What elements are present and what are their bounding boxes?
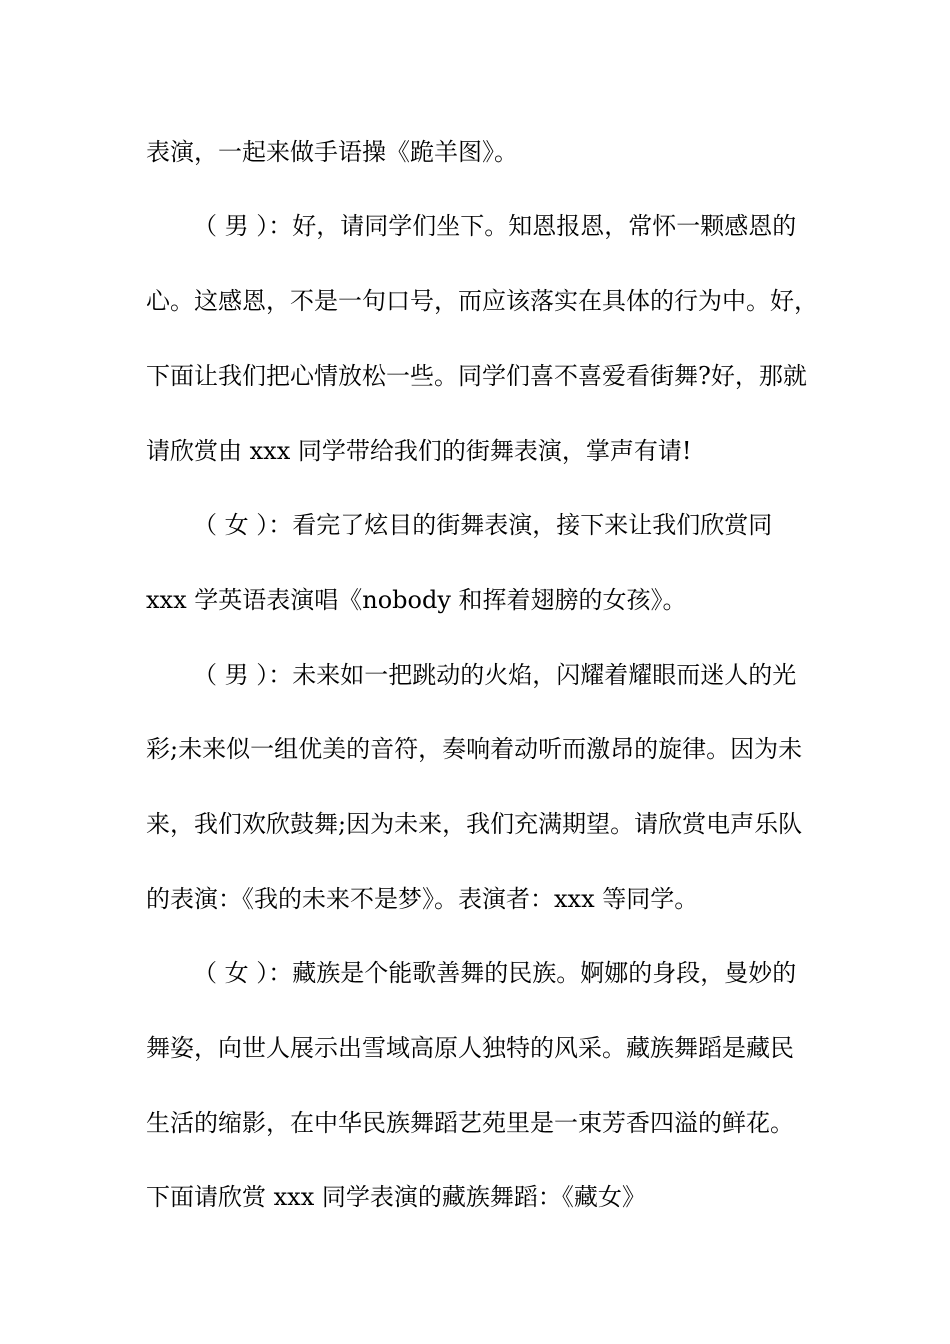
text-line: （ 男 ）：好，请同学们坐下。知恩报恩，常怀一颗感恩的 — [193, 212, 797, 240]
text-line: 来，我们欢欣鼓舞;因为未来，我们充满期望。请欣赏电声乐队 — [146, 810, 803, 838]
text-line: （ 女 ）：藏族是个能歌善舞的民族。婀娜的身段，曼妙的 — [193, 959, 797, 987]
text-line: （ 男 ）：未来如一把跳动的火焰，闪耀着耀眼而迷人的光 — [193, 661, 797, 689]
text-line: 彩;未来似一组优美的音符，奏响着动听而激昂的旋律。因为未 — [146, 735, 803, 763]
text-line: xxx 学英语表演唱《nobody 和挥着翅膀的女孩》。 — [146, 586, 687, 614]
text-line: （ 女 ）：看完了炫目的街舞表演，接下来让我们欣赏同 — [193, 511, 773, 539]
text-line: 心。这感恩，不是一句口号，而应该落实在具体的行为中。好， — [146, 287, 818, 315]
text-line: 的表演：《我的未来不是梦》。表演者：xxx 等同学。 — [146, 885, 699, 913]
text-line: 舞姿，向世人展示出雪域高原人独特的风采。藏族舞蹈是藏民 — [146, 1034, 794, 1062]
text-line: 生活的缩影，在中华民族舞蹈艺苑里是一束芳香四溢的鲜花。 — [146, 1109, 794, 1137]
text-line: 下面请欣赏 xxx 同学表演的藏族舞蹈：《藏女》 — [146, 1183, 646, 1211]
text-line: 下面让我们把心情放松一些。同学们喜不喜爱看街舞?好，那就 — [146, 362, 807, 390]
text-line: 表演，一起来做手语操《跪羊图》。 — [146, 138, 518, 166]
text-line: 请欣赏由 xxx 同学带给我们的街舞表演，掌声有请! — [146, 437, 692, 465]
